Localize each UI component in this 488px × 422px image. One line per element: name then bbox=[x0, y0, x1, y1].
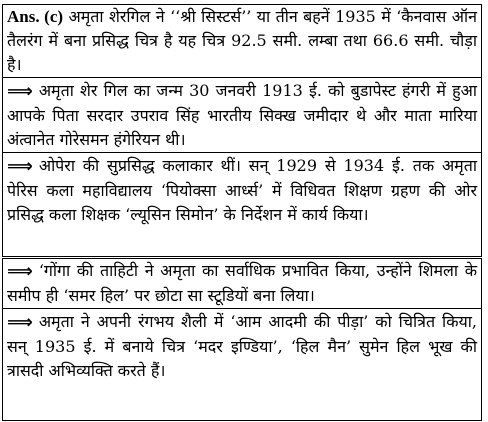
answer-intro-paragraph bbox=[3, 5, 481, 77]
bullet-text: अमृता शेर गिल का जन्म 30 जनवरी 1913 ई. को बुडापेस्ट हंगरी में हुआ आपके पिता सरदार उपराव सिंह भारतीय सिक्ख जमीदार थे और माता मारिया अंत्वानेत गोरेसमन हंगेरियन थी। bbox=[7, 81, 477, 149]
arrow-right-icon: ⟹ bbox=[7, 81, 33, 102]
bullet-paragraph bbox=[3, 152, 481, 227]
bullet-text: अमृता ने अपनी रंगभय शैली में ‘आम आदमी की पीड़ा’ को चित्रित किया, सन् 1935 ई. में बनाये चित्र ‘मदर इण्डिया’, ‘हिल मैन’ सुमेन हिल भूख की त्रासदी अभिव्यक्ति करते हैं। bbox=[7, 312, 477, 380]
answer-box-top bbox=[2, 4, 482, 257]
bullet-paragraph bbox=[3, 77, 481, 152]
answer-intro-text: अमृता शेरगिल ने ‘‘श्री सिस्टर्स’’ या तीन बहनें 1935 में ‘कैनवास ऑन तैलरंग में बना प्रसिद्ध चित्र है यह चित्र 92.5 समी. लम्बा तथा 66.6 समी. चौड़ा है। bbox=[7, 7, 477, 74]
arrow-right-icon: ⟹ bbox=[7, 261, 33, 282]
bullet-paragraph bbox=[3, 259, 481, 308]
bullet-text: ओपेरा की सुप्रसिद्ध कलाकार थीं। सन् 1929 से 1934 ई. तक अमृता पेरिस कला महाविद्यालय ‘पियोक्सा आर्ध्स’ में विधिवत शिक्षण ग्रहण की ओर प्रसिद्ध कला शिक्षक ‘ल्यूसिन सिमोन’ के निर्देशन में कार्य किया। bbox=[7, 156, 477, 224]
bullet-text: ‘गोंगा की ताहिटी ने अमृता का सर्वाधिक प्रभावित किया, उन्होंने शिमला के समीप ही ‘समर हिल’ पर छोटा सा स्टूडियों बना लिया। bbox=[7, 261, 477, 305]
bullet-paragraph bbox=[3, 308, 481, 383]
arrow-right-icon: ⟹ bbox=[7, 156, 33, 177]
answer-label: Ans. (c) bbox=[7, 7, 64, 26]
answer-box-bottom bbox=[2, 258, 482, 421]
arrow-right-icon: ⟹ bbox=[7, 312, 33, 333]
